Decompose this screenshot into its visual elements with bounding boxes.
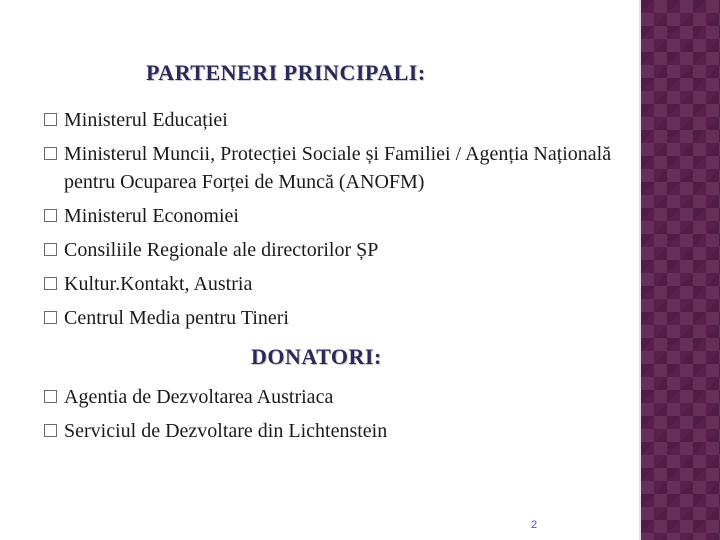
list-item [44,103,634,137]
partners-list [44,103,634,335]
checkbox-bullet-icon [44,277,57,290]
checkbox-bullet-icon [44,311,57,324]
list-item [44,301,634,335]
donors-list [44,380,634,448]
checkbox-bullet-icon [44,243,57,256]
partners-heading: PARTENERI PRINCIPALI: [146,60,426,85]
list-item [44,267,634,301]
list-item-text: Ministerul Educației [64,109,228,131]
list-item-text: Ministerul Muncii, Protecției Sociale și Familiei / Agenția Națională pentru Ocuparea Forței de Muncă (ANOFM) [64,143,612,193]
list-item-text: Agentia de Dezvoltarea Austriaca [64,386,334,408]
checkbox-bullet-icon [44,390,57,403]
list-item-text: Kultur.Kontakt, Austria [64,273,253,295]
list-item-text: Centrul Media pentru Tineri [64,307,289,329]
list-item [44,137,634,199]
list-item-text: Consiliile Regionale ale directorilor ȘP [64,239,379,261]
decorative-side-panel [641,0,720,540]
list-item [44,414,634,448]
checkbox-bullet-icon [44,209,57,222]
donors-heading: DONATORI: [251,344,382,369]
list-item [44,233,634,267]
checkbox-bullet-icon [44,424,57,437]
list-item-text: Serviciul de Dezvoltare din Lichtenstein [64,420,388,442]
list-item [44,199,634,233]
list-item-text: Ministerul Economiei [64,205,239,227]
page-number: 2 [531,519,538,531]
list-item [44,380,634,414]
checkbox-bullet-icon [44,113,57,126]
checkbox-bullet-icon [44,147,57,160]
